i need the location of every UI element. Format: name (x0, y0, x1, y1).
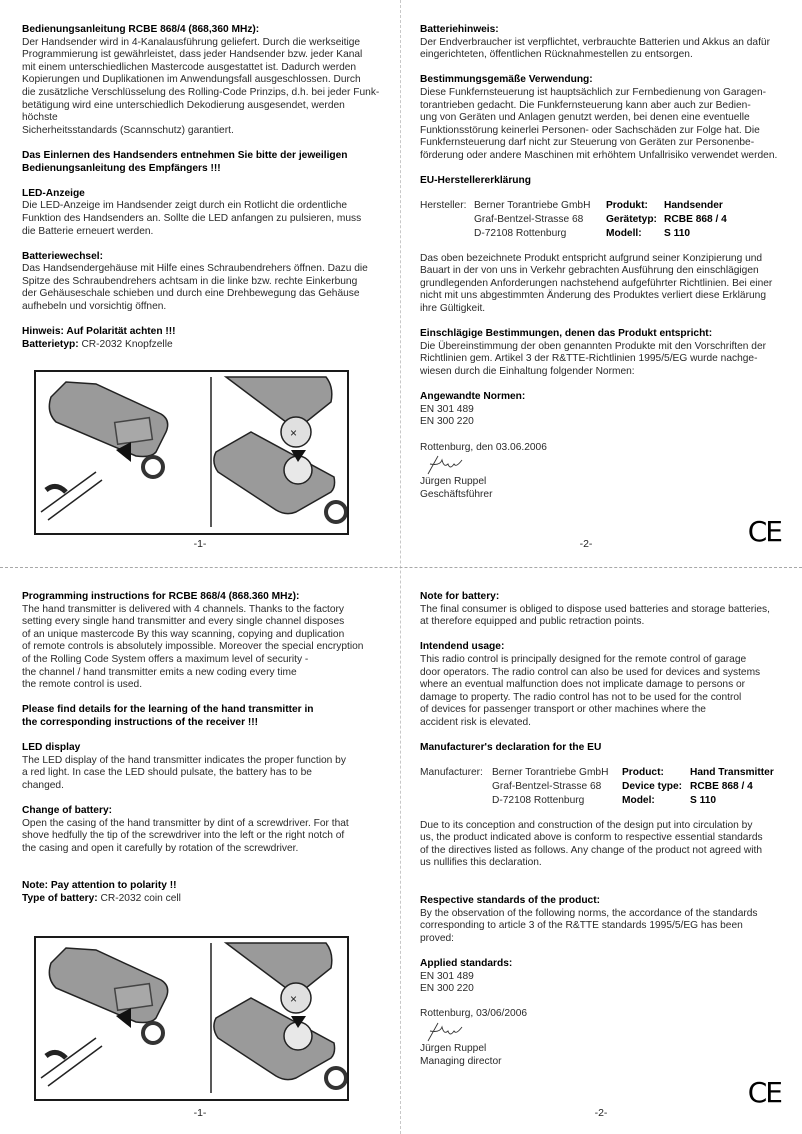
conformity-paragraph: Due to its conception and construction of the design put into circulation by us, the product indicated above is conform to respective essential standards of the directives listed as follows. Any change of the product not agreed with us nullifies this declaration. (420, 819, 763, 869)
intro-paragraph: Der Handsender wird in 4-Kanalausführung geliefert. Durch die werkseitige Programmierung ist gewährleistet, dass jeder Handsender bzw. jeder Kanal mit einem unterschiedlichen Mastercode ausgestattet ist. Dadurch werden Kopierungen und Duplikationen im Anwendungsfall ausgeschlossen. Durch die zusätzliche Verschlüsselung des Rolling-Code Prinzips, d.h. bei jeder Funk- betätigung wird eine unterschiedlich Dekodierung ausgesendet, werden höchste Sicherheitsstandards (Scannschutz) garantiert. (22, 36, 380, 136)
regulations-heading: Einschlägige Bestimmungen, denen das Produkt entspricht: (420, 328, 713, 340)
remote-control-icon (49, 948, 167, 1043)
led-heading: LED-Anzeige (22, 187, 85, 199)
regulations-paragraph: By the observation of the following norms, the accordance of the standards corresponding to article 3 of the R&TTE standards 1995/5/EG has been proved: (420, 907, 758, 944)
horizontal-page-divider (0, 567, 802, 568)
page-german-2 (401, 0, 801, 565)
learn-note: Das Einlernen des Handsenders entnehmen Sie bitte der jeweiligen Bedienungsanleitung des Empfängers !!! (22, 149, 348, 174)
usage-heading: Intendend usage: (420, 641, 505, 653)
conformity-paragraph: Das oben bezeichnete Produkt entspricht aufgrund seiner Konzipierung und Bauart in der von uns in Verkehr gebrachten Ausführung den einschlägigen grundlegenden Anforderungen nachstehend aufgeführter Richtlinien. Bei einer nicht mit uns abgestimmten Änderung des Produktes verliert diese Erklärung ihre Gültigkeit. (420, 252, 773, 315)
norms-heading: Applied standards: (420, 958, 513, 970)
polarity-note: Hinweis: Auf Polarität achten !!! (22, 326, 176, 338)
page-german-1 (0, 0, 400, 565)
battery-note-paragraph: The final consumer is obliged to dispose used batteries and storage batteries, at therefore equipped and public retraction points. (420, 603, 770, 628)
page-english-1 (0, 569, 400, 1134)
manufacturer-table: Hersteller: Berner Torantriebe GmbH Produkt: Handsender Graf-Bentzel-Strasse 68 Gerätetyp: RCBE 868 / 4 D-72108 Rottenburg Modell: S 110 (420, 200, 727, 239)
usage-paragraph: Diese Funkfernsteuerung ist hauptsächlich zur Fernbedienung von Garagen- torantrieben gedacht. Die Funkfernsteuerung kann aber auch zur Bedien- ung von Geräten und Anlagen genutzt werden, bei denen eine eventuelle Funktionsstörung keinerlei Personen- oder Sachschäden zur Folge hat. Die Funkfernsteuerung darf nicht zur Steuerung von Geräten zur Personenbe- förderung oder andere Maschinen mit erhöhtem Unfallrisiko verwendet werden. (420, 86, 778, 161)
regulations-heading: Respective standards of the product: (420, 895, 601, 907)
battery-change-heading: Change of battery: (22, 805, 112, 817)
intro-paragraph: The hand transmitter is delivered with 4 channels. Thanks to the factory setting every single hand transmitter and every single channel disposes of an unique mastercode By this way scanning, copying and duplication of remote controls is absolutely impossible. Moreover the special encryption of the Rolling Code System offers a maximum level of security - the channel / hand transmitter emits a new coding every time the remote control is used. (22, 603, 364, 691)
svg-text:×: × (290, 992, 298, 1006)
norm-item: EN 301 489 (420, 970, 474, 982)
battery-replacement-illustration (34, 936, 349, 1101)
opened-remote-icon (214, 943, 346, 1088)
svg-text:×: × (290, 426, 298, 440)
battery-note-heading: Note for battery: (420, 591, 500, 602)
battery-replacement-illustration (34, 370, 349, 535)
manual-title: Programming instructions for RCBE 868/4 (868.360 MHz): (22, 591, 300, 602)
opened-remote-icon (214, 377, 346, 522)
signer-name: Jürgen Ruppel (420, 476, 487, 488)
page-number: -1- (193, 538, 207, 551)
eu-declaration-heading: EU-Herstellererklärung (420, 175, 531, 187)
page-number: -2- (594, 1107, 608, 1120)
manufacturer-table: Manufacturer: Berner Torantriebe GmbH Product: Hand Transmitter Graf-Bentzel-Strasse 68 Device type: RCBE 868 / 4 D-72108 Rottenburg Model: S 110 (420, 767, 774, 806)
signer-title: Managing director (420, 1055, 502, 1067)
signer-title: Geschäftsführer (420, 488, 493, 500)
polarity-note: Note: Pay attention to polarity !! (22, 880, 177, 892)
screwdriver-icon (41, 1038, 102, 1086)
battery-note-heading: Batteriehinweis: (420, 24, 499, 35)
battery-change-paragraph: Das Handsendergehäuse mit Hilfe eines Schraubendrehers öffnen. Dazu die Spitze des Schraubendrehers achtsam in die linke bzw. rechte Einkerbung der Gehäuseschale schieben und durch eine Drehbewegung das Gehäuse aufhebeln und vorsichtig öffnen. (22, 263, 368, 313)
place-date: Rottenburg, 03/06/2006 (420, 1008, 528, 1020)
signature-icon (420, 1021, 784, 1043)
eu-declaration-heading: Manufacturer's declaration for the EU (420, 742, 602, 754)
regulations-paragraph: Die Übereinstimmung der oben genannten Produkte mit den Vorschriften der Richtlinien gem. Artikel 3 der R&TTE-Richtlinien 1995/5/EG wurde nachge- wiesen durch die Einhaltung folgender Normen: (420, 340, 767, 378)
led-heading: LED display (22, 742, 81, 754)
battery-type: Type of battery: CR-2032 coin cell (22, 893, 181, 905)
led-paragraph: The LED display of the hand transmitter indicates the proper function by a red light. In case the LED should pulsate, the battery has to be changed. (22, 754, 346, 791)
ce-mark-icon: CE (747, 1076, 781, 1110)
battery-change-heading: Batteriewechsel: (22, 250, 103, 262)
usage-paragraph: This radio control is principally designed for the remote control of garage door operators. The radio control can also be used for devices and systems where an eventual malfunction does not implicate damage to persons or damage to property. The radio control has not to be used for the control of devices for passenger transport or other machines where the accident risk is elevated. (420, 653, 761, 728)
norms-heading: Angewandte Normen: (420, 391, 526, 403)
signer-name: Jürgen Ruppel (420, 1043, 487, 1054)
battery-note-paragraph: Der Endverbraucher ist verpflichtet, verbrauchte Batterien und Akkus an dafür eingerichteten, öffentlichen Rücknahmestellen zu entsorgen. (420, 36, 770, 61)
page-number: -1- (193, 1107, 207, 1120)
led-paragraph: Die LED-Anzeige im Handsender zeigt durch ein Rotlicht die ordentliche Funktion des Handsenders an. Sollte die LED anfangen zu pulsieren, muss die Batterie erneuert werden. (22, 200, 362, 237)
norm-item: EN 300 220 (420, 983, 474, 995)
manual-title: Bedienungsanleitung RCBE 868/4 (868,360 MHz): (22, 24, 260, 35)
battery-type: Batterietyp: CR-2032 Knopfzelle (22, 338, 173, 350)
remote-control-icon (49, 382, 167, 477)
page-english-2 (401, 569, 801, 1134)
screwdriver-icon (41, 472, 102, 520)
signature-icon (420, 454, 784, 476)
norm-item: EN 301 489 (420, 403, 474, 415)
norm-item: EN 300 220 (420, 416, 474, 428)
battery-change-paragraph: Open the casing of the hand transmitter by dint of a screwdriver. For that shove hedfully the tip of the screwdriver into the left or the right notch of the casing and open it carefully by rotation of the screwdriver. (22, 817, 349, 854)
ce-mark-icon: CE (747, 515, 781, 549)
learn-note: Please find details for the learning of the hand transmitter in the corresponding instructions of the receiver !!! (22, 704, 314, 728)
usage-heading: Bestimmungsgemäße Verwendung: (420, 74, 593, 86)
place-date: Rottenburg, den 03.06.2006 (420, 441, 547, 453)
page-number: -2- (579, 538, 593, 551)
